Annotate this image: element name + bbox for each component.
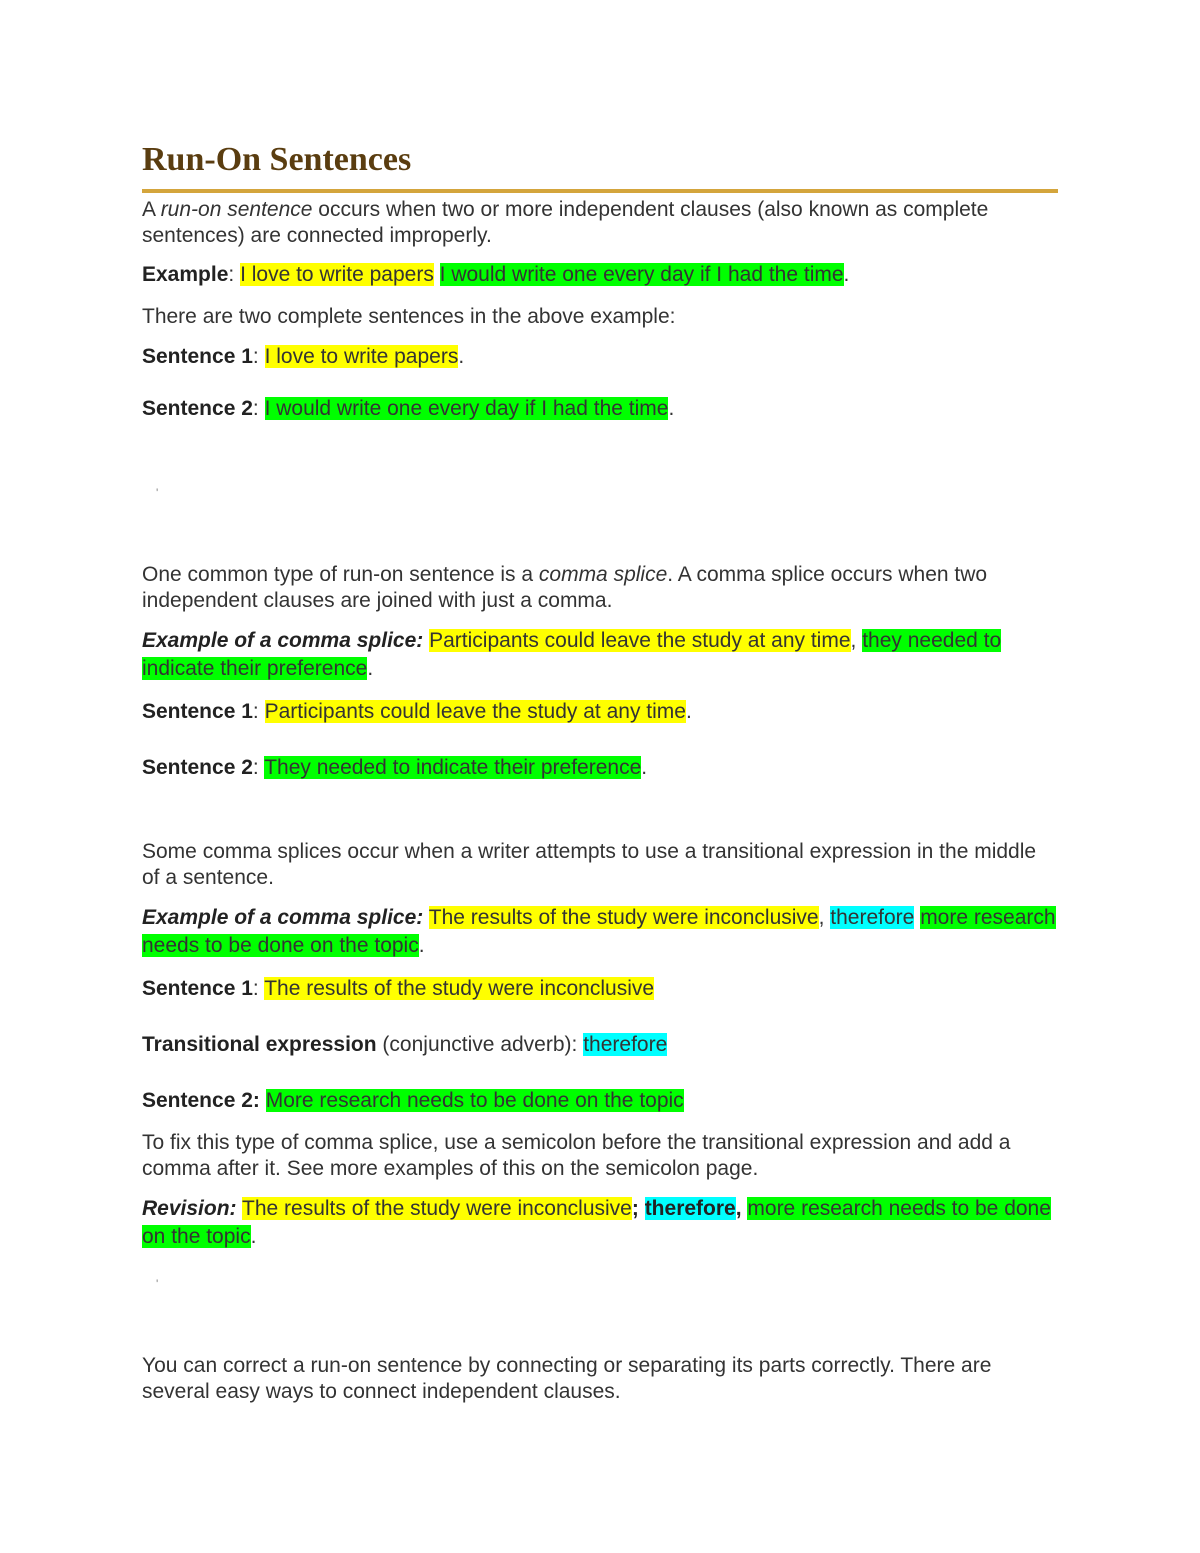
tick-mark-1: ' (156, 486, 159, 500)
transitional-intro: Some comma splices occur when a writer attempts to use a transitional expression in the middle of a sentence. (142, 840, 1037, 889)
document-page (142, 140, 1058, 1405)
comma-splice-intro: One common type of run-on sentence is a comma splice. A comma splice occurs when two independent clauses are joined with just a comma. (142, 563, 988, 612)
closing-paragraph: You can correct a run-on sentence by connecting or separating its parts correctly. There are several easy ways to connect independent clauses. (142, 1354, 992, 1403)
example-label: Example of a comma splice: (142, 629, 424, 652)
highlight-yellow: I love to write papers (240, 263, 434, 286)
example-label: Example (142, 263, 229, 286)
two-sentences-note: There are two complete sentences in the above example: (142, 305, 676, 328)
highlight-green: more research needs to be done on the topic (142, 1197, 1051, 1248)
sentence-2-a: Sentence 2: I would write one every day if I had the time. (142, 397, 675, 420)
sentence-1-a: Sentence 1: I love to write papers. (142, 345, 465, 368)
comma-splice-term: comma splice (538, 563, 668, 586)
highlight-yellow: Participants could leave the study at any time (429, 629, 851, 652)
fix-paragraph: To fix this type of comma splice, use a semicolon before the transitional expression and add a comma after it. See more examples of this on the semicolon page. (142, 1131, 1011, 1180)
highlight-green: they needed to indicate their preference (142, 629, 1002, 680)
transitional-expression: Transitional expression (conjunctive adverb): therefore (142, 1033, 668, 1056)
sentence-1-b: Sentence 1: Participants could leave the study at any time. (142, 700, 692, 723)
highlight-yellow: The results of the study were inconclusive (242, 1197, 632, 1220)
highlight-green: I would write one every day if I had the time (439, 263, 844, 286)
highlight-cyan: therefore (830, 906, 915, 929)
sentence-2-c: Sentence 2: More research needs to be done on the topic (142, 1089, 684, 1112)
example-1: Example: I love to write papers I would write one every day if I had the time. (142, 263, 850, 286)
highlight-green: More research needs to be done on the topic (265, 1089, 684, 1112)
intro-paragraph: A run-on sentence occurs when two or more independent clauses (also known as complete sentences) are connected improperly. (142, 198, 989, 247)
sentence-1-c: Sentence 1: The results of the study were inconclusive (142, 977, 655, 1000)
highlight-cyan: therefore (644, 1197, 736, 1220)
tick-mark-2: ' (156, 1277, 159, 1291)
revision-label: Revision: (142, 1197, 237, 1220)
highlight-cyan: therefore (583, 1033, 668, 1056)
highlight-yellow: The results of the study were inconclusive (264, 977, 655, 1000)
page-title: Run-On Sentences (142, 141, 412, 178)
run-on-term: run-on sentence (160, 198, 313, 221)
highlight-green: They needed to indicate their preference (264, 756, 642, 779)
sentence-2-b: Sentence 2: They needed to indicate their preference. (142, 756, 648, 779)
highlight-yellow: The results of the study were inconclusive (428, 906, 819, 929)
highlight-yellow: I love to write papers (264, 345, 459, 368)
title-rule (142, 189, 1058, 193)
example-label: Example of a comma splice: (142, 906, 424, 929)
example-3: Example of a comma splice: The results of the study were inconclusive, therefore more research needs to be done on the topic. (142, 906, 1056, 957)
highlight-green: I would write one every day if I had the time (264, 397, 669, 420)
highlight-yellow: Participants could leave the study at any time (264, 700, 686, 723)
revision: Revision: The results of the study were inconclusive; therefore, more research needs to be done on the topic. (142, 1197, 1051, 1248)
highlight-green: more research needs to be done on the topic (142, 906, 1056, 957)
example-2: Example of a comma splice: Participants could leave the study at any time, they needed to indicate their preference. (142, 629, 1002, 680)
